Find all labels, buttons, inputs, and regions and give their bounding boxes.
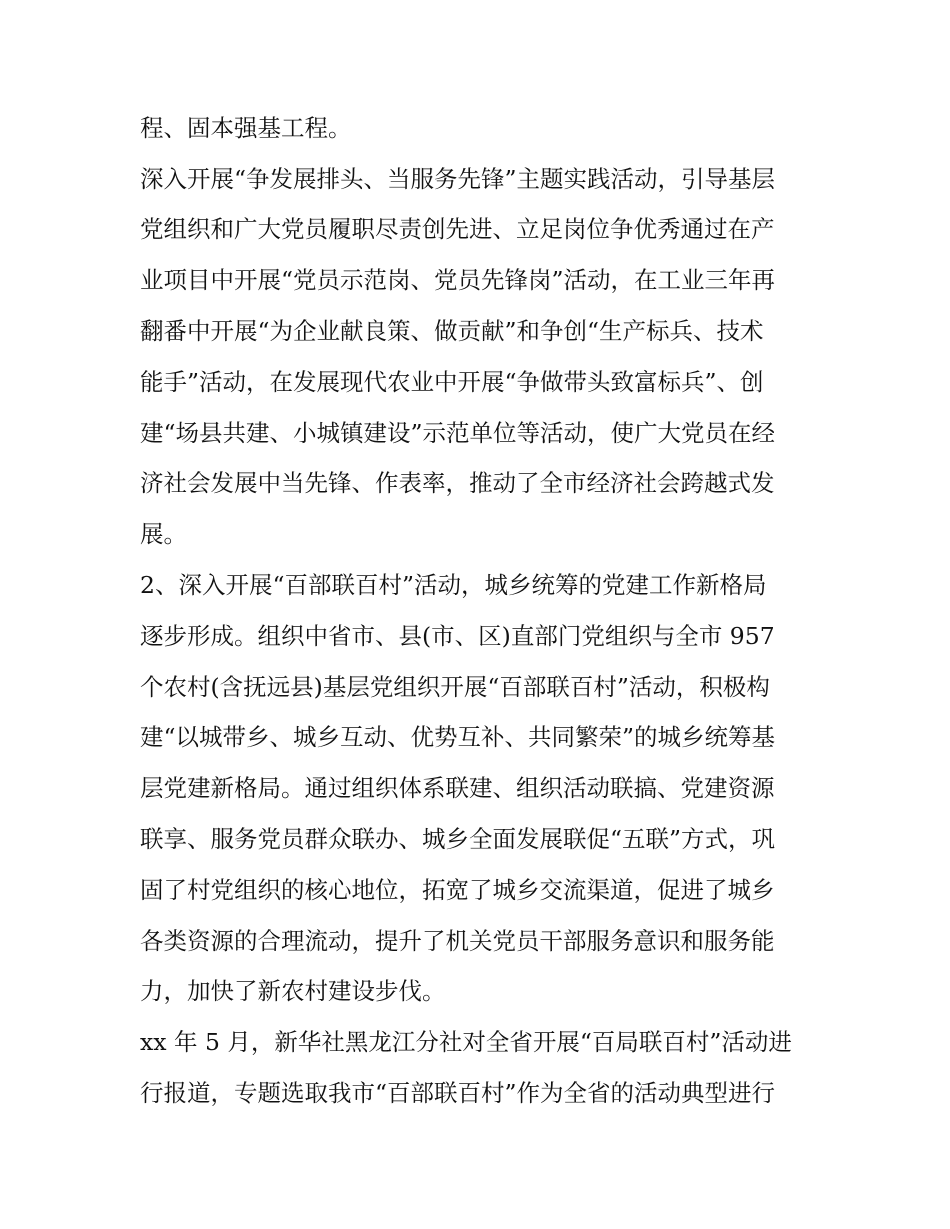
text-line: 各类资源的合理流动，提升了机关党员干部服务意识和服务能: [140, 927, 775, 955]
text-line: 层党建新格局。通过组织体系联建、组织活动联搞、党建资源: [140, 774, 775, 802]
text-line: xx 年 5 月，新华社黑龙江分社对全省开展“百局联百村”活动进: [140, 1028, 792, 1056]
text-line: 翻番中开展“为企业献良策、做贡献”和争创“生产标兵、技术: [140, 317, 764, 345]
text-line: 建“以城带乡、城乡互动、优势互补、共同繁荣”的城乡统筹基: [140, 723, 776, 751]
text-line: 个农村(含抚远县)基层党组织开展“百部联百村”活动，积极构: [140, 673, 770, 701]
text-line: 业项目中开展“党员示范岗、党员先锋岗”活动，在工业三年再: [140, 266, 776, 294]
text-line: 程、固本强基工程。: [140, 114, 352, 142]
text-line: 能手”活动，在发展现代农业中开展“争做带头致富标兵”、创: [140, 368, 764, 396]
text-line: 行报道，专题选取我市“百部联百村”作为全省的活动典型进行: [140, 1079, 776, 1107]
text-line: 展。: [140, 520, 187, 548]
text-line: 固了村党组织的核心地位，拓宽了城乡交流渠道，促进了城乡: [140, 876, 775, 904]
text-line: 深入开展“争发展排头、当服务先锋”主题实践活动，引导基层: [140, 165, 776, 193]
text-line: 2、深入开展“百部联百村”活动，城乡统筹的党建工作新格局: [140, 571, 767, 599]
text-line: 党组织和广大党员履职尽责创先进、立足岗位争优秀通过在产: [140, 215, 775, 243]
text-line: 济社会发展中当先锋、作表率，推动了全市经济社会跨越式发: [140, 469, 775, 497]
text-line: 逐步形成。组织中省市、县(市、区)直部门党组织与全市 957: [140, 622, 775, 650]
text-line: 力，加快了新农村建设步伐。: [140, 977, 446, 1005]
text-line: 建“场县共建、小城镇建设”示范单位等活动，使广大党员在经: [140, 419, 776, 447]
text-line: 联享、服务党员群众联办、城乡全面发展联促“五联”方式，巩: [140, 825, 776, 853]
